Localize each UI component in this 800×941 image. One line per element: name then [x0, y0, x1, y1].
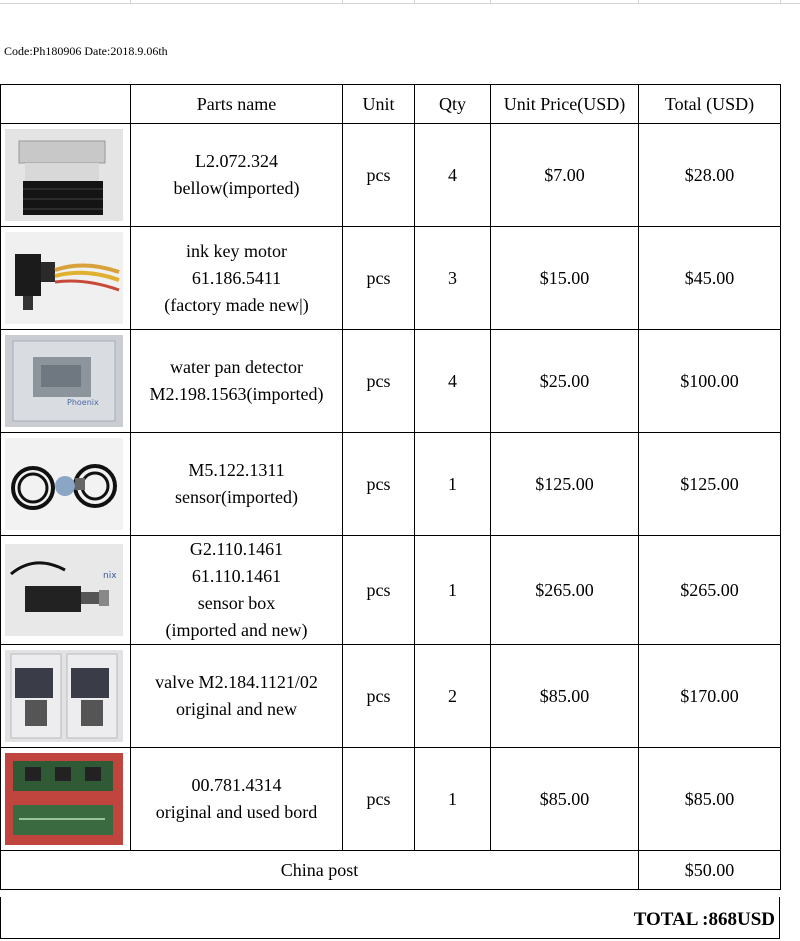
grid-divider — [638, 0, 639, 4]
unit-cell: pcs — [343, 536, 415, 645]
invoice-table — [0, 84, 781, 890]
header-row — [1, 85, 781, 124]
valve-photo — [5, 650, 123, 742]
total-cell: $265.00 — [639, 536, 781, 645]
unit-price-cell: $85.00 — [491, 748, 639, 851]
image-cell — [1, 748, 131, 851]
ink-key-motor-photo — [5, 232, 123, 324]
part-name-cell: valve M2.184.1121/02 original and new — [131, 645, 343, 748]
image-cell — [1, 433, 131, 536]
total-cell: $170.00 — [639, 645, 781, 748]
part-name-cell: 00.781.4314 original and used bord — [131, 748, 343, 851]
part-name-cell: M5.122.1311 sensor(imported) — [131, 433, 343, 536]
total-cell: $28.00 — [639, 124, 781, 227]
table-row — [1, 433, 781, 536]
grand-total: TOTAL :868USD — [633, 909, 775, 930]
sensor-box-photo — [5, 544, 123, 636]
shipping-row — [1, 851, 781, 890]
image-cell — [1, 124, 131, 227]
qty-cell: 1 — [415, 433, 491, 536]
grid-divider — [130, 0, 131, 4]
image-cell — [1, 227, 131, 330]
shipping-amount: $50.00 — [639, 851, 781, 890]
table-row — [1, 748, 781, 851]
header-cell-image — [1, 85, 131, 124]
header-cell-unit-price: Unit Price(USD) — [491, 85, 639, 124]
total-cell: $45.00 — [639, 227, 781, 330]
part-name-cell: ink key motor 61.186.5411 (factory made new|) — [131, 227, 343, 330]
image-cell — [1, 536, 131, 645]
table-row — [1, 227, 781, 330]
unit-cell: pcs — [343, 645, 415, 748]
code-date-line: Code:Ph180906 Date:2018.9.06th — [4, 44, 168, 58]
shipping-label: China post — [1, 851, 639, 890]
part-name-cell: L2.072.324 bellow(imported) — [131, 124, 343, 227]
image-cell — [1, 330, 131, 433]
bellow-photo — [5, 129, 123, 221]
table-row — [1, 645, 781, 748]
qty-cell: 2 — [415, 645, 491, 748]
header-cell-total: Total (USD) — [639, 85, 781, 124]
total-cell: $125.00 — [639, 433, 781, 536]
image-cell — [1, 645, 131, 748]
table-row — [1, 536, 781, 645]
spreadsheet-grid-top — [0, 3, 800, 4]
water-pan-detector-photo — [5, 335, 123, 427]
unit-price-cell: $7.00 — [491, 124, 639, 227]
unit-price-cell: $265.00 — [491, 536, 639, 645]
grid-divider — [780, 0, 781, 4]
circuit-board-photo — [5, 753, 123, 845]
part-name-cell: G2.110.1461 61.110.1461 sensor box (imported and new) — [131, 536, 343, 645]
unit-cell: pcs — [343, 124, 415, 227]
unit-cell: pcs — [343, 330, 415, 433]
total-cell: $100.00 — [639, 330, 781, 433]
svg-text:nix: nix — [103, 571, 117, 581]
grid-divider — [342, 0, 343, 4]
qty-cell: 1 — [415, 748, 491, 851]
table-row — [1, 124, 781, 227]
header-cell-qty: Qty — [415, 85, 491, 124]
table-row — [1, 330, 781, 433]
grid-divider — [490, 0, 491, 4]
unit-cell: pcs — [343, 227, 415, 330]
unit-cell: pcs — [343, 433, 415, 536]
unit-price-cell: $25.00 — [491, 330, 639, 433]
grid-divider — [414, 0, 415, 4]
unit-price-cell: $15.00 — [491, 227, 639, 330]
total-cell: $85.00 — [639, 748, 781, 851]
qty-cell: 4 — [415, 330, 491, 433]
unit-price-cell: $125.00 — [491, 433, 639, 536]
unit-cell: pcs — [343, 748, 415, 851]
sensor-photo — [5, 438, 123, 530]
unit-price-cell: $85.00 — [491, 645, 639, 748]
qty-cell: 3 — [415, 227, 491, 330]
part-name-cell: water pan detector M2.198.1563(imported) — [131, 330, 343, 433]
header-cell-parts-name: Parts name — [131, 85, 343, 124]
qty-cell: 4 — [415, 124, 491, 227]
qty-cell: 1 — [415, 536, 491, 645]
header-cell-unit: Unit — [343, 85, 415, 124]
svg-text:Phoenix: Phoenix — [67, 398, 99, 407]
grand-total-row — [0, 897, 780, 939]
